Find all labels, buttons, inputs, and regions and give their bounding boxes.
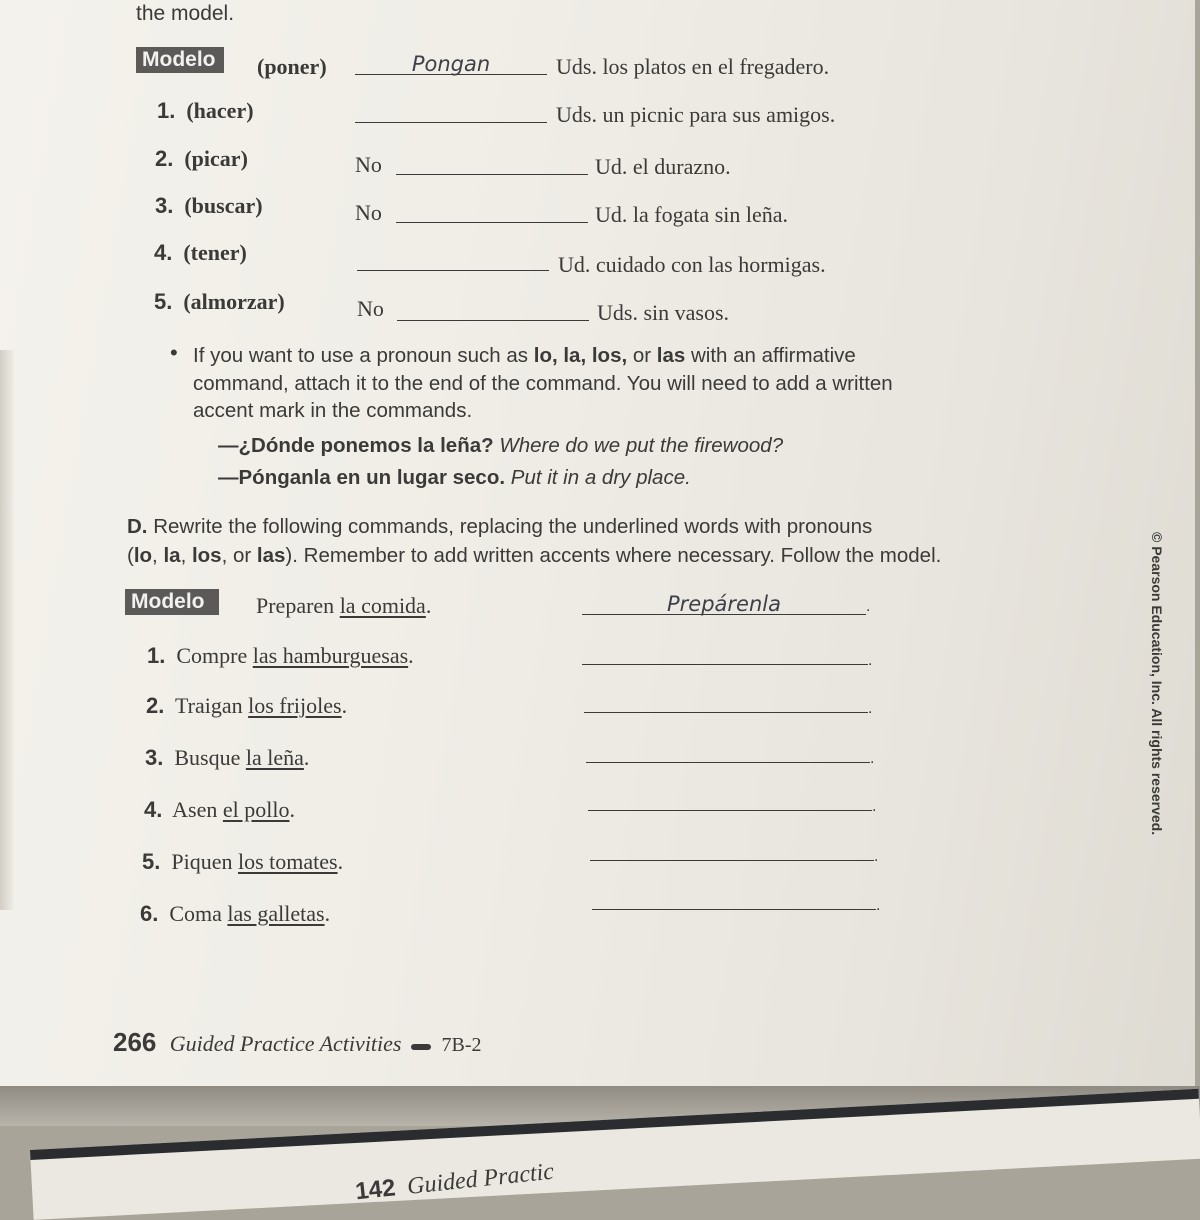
modelo-verb: (poner) bbox=[257, 54, 327, 79]
section-d-instructions-1: D. Rewrite the following commands, replacing the underlined words with pronouns bbox=[127, 515, 873, 538]
d-item-5: 5. Piquen los tomates. bbox=[142, 849, 344, 874]
section-d-instructions-2: (lo, la, los, or las). Remember to add written accents where necessary. Follow the model. bbox=[127, 544, 942, 567]
note-bullet: • bbox=[170, 340, 178, 365]
d-item-4-answer-field[interactable] bbox=[588, 788, 872, 811]
page-edge bbox=[0, 350, 14, 910]
note-line-1: If you want to use a pronoun such as lo, la, los, or las with an affirmative bbox=[193, 344, 856, 367]
d-modelo-sentence: Preparen la comida. bbox=[256, 593, 432, 618]
d-item-5-answer-field[interactable] bbox=[590, 838, 874, 861]
c-item-2-answer-field[interactable] bbox=[396, 152, 588, 175]
copyright-notice: © Pearson Education, Inc. All rights reserved. bbox=[1149, 532, 1165, 836]
c-item-5-answer-field[interactable] bbox=[397, 298, 589, 321]
c-item-5-sentence: Uds. sin vasos. bbox=[597, 300, 730, 325]
modelo-answer-blank bbox=[355, 52, 547, 76]
c-item-2-sentence: Ud. el durazno. bbox=[595, 154, 731, 179]
d-modelo-answer-blank: Prepárenla . bbox=[582, 592, 870, 616]
c-item-5: 5. (almorzar) bbox=[154, 289, 285, 314]
page-number: 266 bbox=[113, 1027, 157, 1057]
c-item-3-answer-field[interactable] bbox=[396, 200, 588, 223]
c-item-2: 2. (picar) bbox=[155, 146, 248, 171]
note-line-2: command, attach it to the end of the command. You will need to add a written bbox=[193, 372, 893, 395]
c-item-1-sentence: Uds. un picnic para sus amigos. bbox=[556, 102, 836, 127]
d-item-1-answer-field[interactable] bbox=[582, 642, 868, 665]
d-item-2: 2. Traigan los frijoles. bbox=[146, 693, 348, 718]
c-item-4: 4. (tener) bbox=[154, 240, 247, 265]
c-item-3-sentence: Ud. la fogata sin leña. bbox=[595, 202, 789, 227]
note-example-1: —¿Dónde ponemos la leña? Where do we put the firewood? bbox=[218, 434, 784, 457]
c-item-2-prefix: No bbox=[355, 152, 382, 177]
d-item-3: 3. Busque la leña. bbox=[145, 745, 310, 770]
footer-separator-icon bbox=[411, 1044, 431, 1050]
c-item-3: 3. (buscar) bbox=[155, 193, 263, 218]
c-item-5-prefix: No bbox=[357, 296, 384, 321]
page-footer bbox=[113, 1027, 481, 1058]
underneath-page-footer: 142 Guided Practic bbox=[354, 1158, 556, 1206]
d-item-6: 6. Coma las galletas. bbox=[140, 901, 331, 926]
note-example-2: —Pónganla en un lugar seco. Put it in a dry place. bbox=[218, 466, 691, 489]
d-item-2-answer-field[interactable] bbox=[584, 690, 868, 713]
d-item-4: 4. Asen el pollo. bbox=[144, 797, 295, 822]
d-modelo-answer: Prepárenla bbox=[667, 592, 781, 616]
top-line: the model. bbox=[136, 2, 235, 25]
workbook-page: the model. Modelo (poner) Pongan Uds. los platos en el fregadero. 1. (hacer) Uds. un picnic para sus amigos. 2. (picar) No Ud. el durazno. 3. (buscar) No Ud. la fogata sin leña. 4. (tener) Ud. cuidado con las hormigas. 5. (almorzar) No Uds. sin vasos. • If you want to use a pronoun such as lo, la, los, or las with an affirmative command, attach it to the end of the command. You will need to add a written accent mark in the commands. —¿Dónde ponemos la leña? Where do we put the firewood? —Pónganla en un lugar seco. Put it in a dry place. D. Rewrite the following commands, replacing the underlined words with pronouns (lo, la, los, or las). Remember to add written accents where necessary. Follow the model. Modelo Preparen la comida. Prepárenla . 1. Compre las hamburguesas. . 2. Traigan los frijoles. . 3. Busque la leña. . 4. Asen el pollo. . 5. Piquen los tomates. . 6. Coma las galletas. . © Pearson Education, Inc. All rights reserved. 266 Guided Practice Activities 7B-2 bbox=[0, 0, 1195, 1088]
c-item-3-prefix: No bbox=[355, 200, 382, 225]
section-d-modelo-badge: Modelo bbox=[125, 590, 219, 614]
d-item-6-answer-field[interactable] bbox=[592, 887, 876, 910]
section-c-modelo-badge: Modelo bbox=[136, 48, 224, 72]
c-item-4-answer-field[interactable] bbox=[357, 248, 549, 271]
c-item-1-answer-field[interactable] bbox=[355, 100, 547, 123]
note-line-3: accent mark in the commands. bbox=[193, 399, 473, 422]
c-item-1: 1. (hacer) bbox=[157, 98, 254, 123]
c-item-4-sentence: Ud. cuidado con las hormigas. bbox=[558, 252, 826, 277]
section-d-letter: D. bbox=[127, 515, 148, 538]
d-item-1: 1. Compre las hamburguesas. bbox=[147, 643, 414, 668]
d-item-3-answer-field[interactable] bbox=[586, 740, 870, 763]
footer-code: 7B-2 bbox=[441, 1034, 482, 1056]
modelo-sentence: Uds. los platos en el fregadero. bbox=[556, 54, 830, 79]
footer-title: Guided Practice Activities bbox=[169, 1031, 402, 1056]
modelo-answer: Pongan bbox=[411, 52, 491, 76]
